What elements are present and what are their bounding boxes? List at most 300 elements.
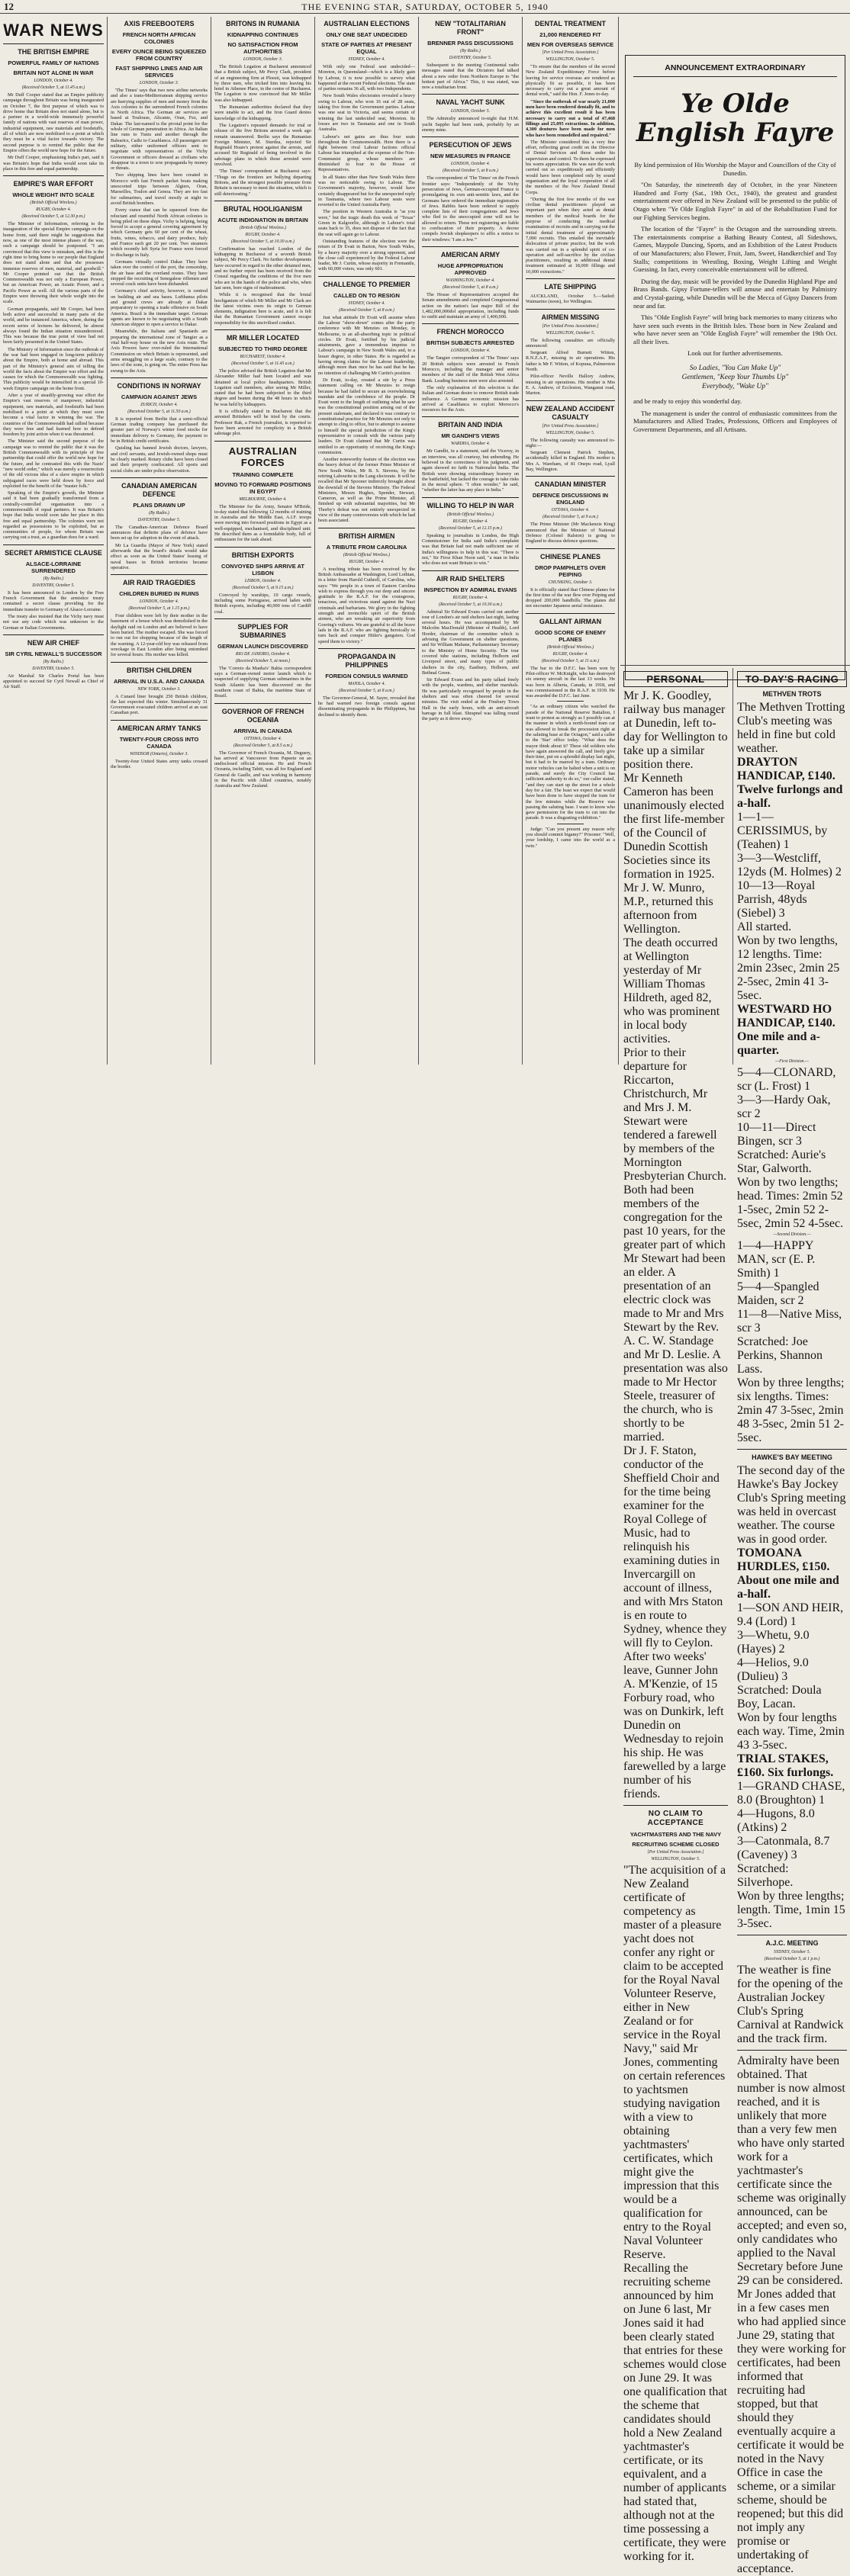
dateline: OTTAWA, October 4. <box>551 508 590 513</box>
dateline: BUCHAREST, October 4. <box>240 354 286 359</box>
article-paragraph: It is reported from Berlin that a semi-official German trading company has purchased the greater part of Norway's winter food stocks for immediate delivery to Germany, the payment to be in British credit certificates. <box>111 416 208 445</box>
divider <box>422 416 519 417</box>
headline: CHALLENGE TO PREMIER <box>323 280 411 288</box>
dateline: DAVENTRY, October 5. <box>32 666 75 671</box>
dateline: RUGBY, October 4. <box>452 595 488 600</box>
article-paragraph: Labour's net gains are thus four seats throughout the Commonwealth. Here there is a fight between rival Labour factions official Labour has triumphed at the expense of the Non-Communist group, whose members are diminished to four in the House of Representatives. <box>318 133 415 173</box>
divider <box>214 329 311 330</box>
race-result: 10—13—Royal Parrish, 48yds (Siebel) 3 <box>737 879 816 920</box>
headline: SECRET ARMISTICE CLAUSE <box>5 548 102 557</box>
article-paragraph: Four children were left by their mother in the basement of a house which was demolished in the daylight raid on London and are believed to have been buried. The mother escaped. She was forced to run out for shopping because of the length of the warning. A 12-year-old boy was released from wreckage in East London after being entombed for several hours. His mother was killed. <box>111 613 208 658</box>
subheadline: PLANS DRAWN UP <box>133 501 185 509</box>
race-note: Scratched: Doula Boy, Lacan. <box>737 1684 822 1710</box>
dateline: WELLINGTON, October 5. <box>546 330 595 336</box>
race-title: DRAYTON HANDICAP, £140. Twelve furlongs and a-half. <box>737 756 843 810</box>
headline: AMERICAN ARMY TANKS <box>117 724 201 732</box>
subheadline: FOREIGN CONSULS WARNED <box>325 672 408 679</box>
article-paragraph: While it is recognised that the brutal hooliganism of which Mr Miller and Mr Clark are the latest victims owes its origin to German elements, indignation here is acute, and it is felt that the Rumanian Government cannot escape responsibility for this uncivilised conduct. <box>214 292 311 326</box>
article-paragraph: The following casualties are officially announced: <box>526 337 615 348</box>
dateline: LISBON, October 4. <box>244 578 282 583</box>
article-paragraph: The Minister said the second purpose of the campaign was to remind the public that it was the British Commonwealth with its principle of free partnership that could offer the world new hope for the future, and he contrasted this with the Nazis' "new world order," which was merely a resurrection of the old vicious idea of a slave empire in which subjugated races were held down by force and exploited for the benefit of the "master folk." <box>3 438 104 489</box>
article-paragraph: The only explanation of this selection is the Italian and German desire to remove British trade influence. A German economic mission has arrived at Casablanca to exploit Morocco's resources for the Axis. <box>422 384 519 413</box>
headline: CHINESE PLANES <box>539 552 600 560</box>
article-paragraph: Judge: "Can you present any reason why you should commit bigamy?" Prisoner: "Well, your lordship, I came into the world as a twin." <box>526 826 615 849</box>
divider <box>111 574 208 575</box>
dateline: LONDON, October 4. <box>450 162 491 167</box>
section-headline: PERSONAL <box>623 671 728 687</box>
ad-verse <box>633 364 837 391</box>
dateline: CHUNKING, October 3. <box>548 580 593 585</box>
article-paragraph: Meanwhile, the Italians and Spaniards are preparing the international zone of Tangier as a vital half-way house on the new Axis route. The Axis Powers have over-ruled the International Commission on which Britain is represented, and arms smuggling on a large scale, contrary to the laws of the zone, is going on. The entire Press has swung to the Axis. <box>111 329 208 374</box>
article-paragraph: The House of Representatives accepted the Senate amendments and completed Congressional action on the nation's last major Bill of the 1,482,000,000dol appropriation, including funds to outfit and maintain an army of 1,400,000. <box>422 291 519 320</box>
wire-credit: (British Official Wireless.) <box>446 512 494 517</box>
race-note: Won by two lengths, 12 lengths. Time: 2min 23sec, 2min 25 2-5sec, 2min 41 3-5sec. <box>737 934 840 1002</box>
wire-credit: (By Radio.) <box>43 659 64 664</box>
article-paragraph: "Since the outbreak of war nearly 21,000 men have been rendered dentally fit, and to achieve this excellent result it has been necessary to carry out a total of 47,468 fillings and 25,095 extractions. In addition, 4,300 dentures have been made for men who have been remodelled and repaired." <box>526 98 615 138</box>
divider <box>623 1805 728 1806</box>
subheadline: ARRIVAL IN U.S.A. AND CANADA <box>113 677 205 685</box>
dateline: LONDON, October 4. <box>34 79 73 83</box>
racing-paragraph: The Methven Trotting Club's meeting was held in fine but cold weather. <box>737 701 845 755</box>
wire-credit: (British Official Wireless.) <box>343 552 391 557</box>
divider <box>422 246 519 247</box>
headline: NAVAL YACHT SUNK <box>436 98 505 107</box>
race-result: 10—11—Direct Bingen, scr 3 <box>737 1121 816 1148</box>
received-line: (Received October 5, at 12.30 p.m.) <box>21 214 85 220</box>
divider <box>111 720 208 721</box>
article-paragraph: It has been announced in London by the Free French Government that the armistice treaty contained a secret clause providing for the immediate transfer to Germany of Alsace-Lorraine. <box>3 589 104 612</box>
article-paragraph: Pilot-officer Neville Hallory Andrew, missing in air operations. His mother is Mrs E. A. Andrew, of Eccleston, Wanganui road, Marton. <box>526 374 615 397</box>
wire-credit: (By Radio.) <box>43 576 64 581</box>
column-personal <box>620 668 731 2563</box>
wire-credit: (British Official Wireless.) <box>546 644 594 650</box>
received-line: (Received October 5, at 1.15 p.m.) <box>128 606 190 612</box>
ad-verse-line: Everybody, "Wake Up" <box>701 383 769 391</box>
article-paragraph: Convoyed by warships, 10 cargo vessels, including some Portuguese, arrived laden with British exports, including 40,000 tons of Cardiff coal. <box>214 592 311 615</box>
article-paragraph: New South Wales electorates revealed a heavy swing to Labour, who won 16 out of 28 seats, taking five from the Government parties. Labour was one seat in Victoria, and seems certain of winning the last undecided seat, Moreton. Its losses are two in Tasmania and one in South Australia. <box>318 93 415 133</box>
ad-paragraph: This "Olde English Fayre" will bring back memories to many citizens who have seen such events in the British Isles. Those born in New Zealand and who have never seen an "Olde English Fayre" will remember the 19th Oct. all their lives. <box>633 313 837 345</box>
article-paragraph: Recalling the recruiting scheme announced by him on June 6 last, Mr Jones said it had been clearly stated that entries for these schemes would close on June 29. It was one qualification that the scheme that candidates should hold a New Zealand yachtmaster's certificate, or its equivalent, and a number of applicants had stated that, although not at the time possessing a certificate, they were working for it. <box>623 2262 727 2563</box>
article-paragraph: Air Marshal Sir Charles Portal has been appointed to succeed Sir Cyril Newall as Chief of Air Staff. <box>3 673 104 690</box>
dateline: LONDON, October 3. <box>139 81 179 85</box>
headline: GALLANT AIRMAN <box>539 617 602 625</box>
subheadline: TWENTY-FOUR CROSS INTO CANADA <box>119 735 199 750</box>
article-paragraph: 'The Times' correspondent at Bucharest says: "Thugs on the frontiers are bullying departing Britons, and the strongest possible pressure from Britain is necessary to meet the situation, which is still deteriorating." <box>214 169 311 197</box>
headline: AXIS FREEBOOTERS <box>124 20 195 27</box>
article-paragraph: A touching tribute has been received by the British Ambassador at Washington, Lord Lothian, in a letter from Harold Cuthrell, of Carolina, who says: "We people in a town of Eastern Carolina wish to express through you our deep and sincere gratitude to the R.A.F. for the courageous, tenacious, and victorious stand against the Nazi criminals and barbarians. We glory in the fighting strength and invincible spirit of the British airmen, who are wreaking air superiority from Goering's vultures. We are grateful to all the brave lads in the R.A.F. who are fighting heroically to turn back and conquer Hitler's gangsters. God speed them to victory." <box>318 566 415 644</box>
subheadline: STATE OF PARTIES AT PRESENT EQUAL <box>321 41 412 55</box>
fayre-title-line-1: Ye Olde <box>681 88 790 119</box>
divider <box>422 570 519 571</box>
headline: AMERICAN ARMY <box>440 250 501 259</box>
column-totalitarian <box>419 17 522 1065</box>
received-line: (Received October 5, at 9.15 a.m.) <box>232 585 294 590</box>
article-paragraph: Every ounce that can be squeezed from the reluctant and resentful North African colonies is being piled on these ships. Vichy is helping, being forced to accept a general covering agreement by which Germany gets 60 per cent of the wheat, fruits, wines, tobacco, and dairy produce, Italy and France each get 20 per cent. Two steamers which recently left Syria for France were forced to discharge in Italy. <box>111 207 208 258</box>
headline: CANADIAN AMERICAN DEFENCE <box>121 481 197 498</box>
advertisement-box <box>625 55 845 680</box>
ad-verse-line: So Ladies, "You Can Make Up" <box>689 365 781 373</box>
race-note: All started. <box>737 920 792 933</box>
divider <box>526 613 615 614</box>
column-war-news <box>0 17 107 1065</box>
race-result: 5—4—Spangled Maiden, scr 2 <box>737 1280 819 1307</box>
subheadline: DEFENCE DISCUSSIONS IN ENGLAND <box>532 492 609 506</box>
divider <box>526 476 615 477</box>
subheadline: NEW MEASURES IN FRANCE <box>430 153 510 160</box>
article-paragraph: The Minister of Information, referring to the inauguration of the special Empire campaign on the home front, said there might be suggestions that now, as one of the most intense phases of the war, such a campaign should be postponed. "I am convinced that this view is mistaken, and this is the right time to bring home to our people that England does not stand alone and that she possesses immense reserves of men, material, and goodwill." Mr Cooper pointed out that the British Commonwealth was not only a European Power, but an American Power, an Asiatic Power, and a Pacific Power as well. All the various parts of the Empire were throwing their whole weight into the scale. <box>3 221 104 305</box>
headline: CANADIAN MINISTER <box>534 480 607 489</box>
wire-credit: [Per United Press Association.] <box>542 423 599 429</box>
dateline: WARDHA, October 4. <box>450 442 491 447</box>
article-paragraph: The position in Western Australia is "as you were," but the tragic death this week of "Texas" Green in Kalgoorlie, although in Labour's total seats back to 35, does not dispose of the fact that the seat will again go to Labour. <box>318 209 415 237</box>
article-paragraph: Just what attitude Dr Evatt will assume when the Labour "show-down" comes after the party conference with Mr Menzies on Monday, in Melbourne, is an all-absorbing topic in political circles. Dr Evatt, fortified by his judicial attainments, gave a tremendous impetus to Labour's campaign in New South Wales and, to a lesser degree, in other States. He is regarded as having strong claims for the Labour leadership, although more than once he has said that he has no intention of challenging Mr Curtin's position. <box>318 314 415 376</box>
dateline: OTTAWA, October 4. <box>243 736 282 741</box>
headline: LATE SHIPPING <box>544 282 597 291</box>
article-paragraph: The Governor of French Oceania, M. Deguery, has arrived at Vancouver from Papeete on an undisclosed official mission. He and French Oceania, including Tahiti, was all for England and General de Gaulle, and was working in harmony in the Pacific with Allied countries, notably Australia and New Zealand. <box>214 750 311 789</box>
dateline: LONDON, October 5. <box>450 109 491 114</box>
article-paragraph: The 'Correio da Manha's' Bahia correspondent says a German-owned motor launch which is suspected of supplying German submarines in the South Atlantic has been discovered on the southern coast of Bahia, the maritime State of Brazil. <box>214 665 311 699</box>
subheadline: ARRIVAL IN CANADA <box>233 727 292 734</box>
article-paragraph: 'The Times' says that two new airline networks and also a trans-Mediterranean shipping service are hurrying supplies of men and money from the Axis colonies to the surrendered French colonies in North Africa. The German air services are based at Toulouse, Alicante, Oran, Fez, and Dakar. The last-named is the pivotal point for the whole of German penetration in Africa. An Italian line runs to Tunis and another through the Balearics, Cadiz to Casablanca. All passengers are military, either uniformed officers sent to negotiate with representatives of the Vichy Government or officers dressed as civilians who disappear in a town to sow propaganda by money or threats. <box>111 88 208 172</box>
race-note: Won by two lengths; head. Times: 2min 52 1-5sec, 2min 52 2-5sec, 2min 52 4-5sec. <box>737 1176 844 1230</box>
headline: SUPPLIES FOR SUBMARINES <box>237 622 288 639</box>
wire-credit: (By Radio.) <box>149 510 169 516</box>
headline: PROPAGANDA IN PHILIPPINES <box>337 652 396 669</box>
received-line: (Received October 5, at 8 a.m.) <box>339 307 394 313</box>
headline: NEW ZEALAND ACCIDENT CASUALTY <box>526 404 615 421</box>
subheadline: DROP PAMPHLETS OVER PEIPING <box>535 564 606 578</box>
article-paragraph: Mr Gandhi, in a statement, said the Viceroy, in an interview, was all courtesy, but unbending. He believed in the correctness of his judgment, and again showed no faith in Nationalist India. The British were showing extraordinary bravery on the battlefield, but lacked the courage to take risks in the moral sphere. "I often wonder," he said, "whether the latter has any place in India." <box>422 448 519 493</box>
divider <box>737 2050 847 2051</box>
racing-paragraph: The second day of the Hawke's Bay Jockey Club's Spring meeting was held in overcast weather. The course was in good order. <box>737 1464 846 1546</box>
divider <box>3 634 104 635</box>
subheadline: KIDNAPPING CONTINUES <box>227 31 299 38</box>
article-paragraph: With only one Federal seat undecided—Moreton, in Queensland—which is a likely gain by Labour, it is now possible to survey what happened at the recent Federal elections. The state of parties remains 36 all, with two Independents. <box>318 64 415 92</box>
subheadline: ONLY ONE SEAT UNDECIDED <box>326 31 407 38</box>
subheadline: ALSACE-LORRAINE SURRENDERED <box>25 560 82 574</box>
race-note: Scratched: Aurie's Star, Galworth. <box>737 1148 826 1175</box>
article-paragraph: Outstanding features of the election were the return of Dr Evatt in Barton, New South Wales, by a heavy majority over a strong opponent, and the close call experienced by the Federal Labour leader, Mr J. Curtin, whose majority in Fremantle, with 60,000 voters, was only 601. <box>318 238 415 272</box>
race-note: Won by three lengths; length. Time, 1min 15 3-5sec. <box>737 1890 845 1930</box>
race-result: 3—3—Hardy Oak, scr 2 <box>737 1094 831 1120</box>
dateline: RUGBY, October 4. <box>552 651 588 657</box>
article-paragraph: Germany's chief activity, however, is centred on building air and sea bases. Lufthansa pilots and ground crews are already at Dakar preparatory to opening a trade offensive on South America. Brazil is the immediate target. German agents are known to be negotiating with a South American shipper to open a service to Dakar. <box>111 288 208 328</box>
race-division: —Second Division.— <box>773 1232 811 1237</box>
headline: MR MILLER LOCATED <box>226 333 300 342</box>
received-line: (Received October 5, at 8 a.m.) <box>443 169 498 174</box>
subheadline: BRENNER PASS DISCUSSIONS <box>427 40 514 47</box>
wire-credit: [Per United Press Association.] <box>647 1850 704 1855</box>
received-line: (Received October 5, at 12.15 p.m.) <box>439 525 502 531</box>
race-note: Won by three lengths; six lengths. Times: 2min 47 3-5sec, 2min 48 3-5sec, 2min 51 2-5sec. <box>737 1376 845 1444</box>
ad-headline: ANNOUNCEMENT EXTRAORDINARY <box>633 63 837 77</box>
headline: BRITISH AIRMEN <box>338 532 395 540</box>
article-paragraph: The following casualty was announced to-night:— <box>526 437 615 448</box>
article-paragraph: Sergeant Alfred Burnett Witton, R.N.Z.A.F., missing in air operations. His father is Mr F. Witton, of Kopuna, Palmerston North. <box>526 350 615 373</box>
received-line: (Received October 5, at 11.50 a.m.) <box>127 409 191 414</box>
ad-paragraph: The location of the "Fayre" is the Octagon and the surrounding streets. The entertainments comprise a Bathing Beauty Contest, all Sideshows, Games, Maypole Dancing, Sports, and an Exhibition of the Latest Products of our Manufacturers; also Flower, Fruit, Jam, Sweet, Handkerchief and Toy Stalls; competitions in Wrestling, Boxing, Weight Lifting and Weight Guessing. In fact, every conceivable entertainment will be offered. <box>633 225 837 274</box>
divider <box>3 175 104 176</box>
dateline: SYDNEY, October 5. <box>773 1950 811 1954</box>
subheadline: CALLED ON TO RESIGN <box>333 291 400 299</box>
article-paragraph: The bar to the D.F.C. has been won by Pilot-officer W. McKnight, who has destroyed six enemy aircraft in the last 13 weeks. He was born in Alberta, Canada, in 1918, and was commissioned in the R.A.F. in 1939. He was awarded the D.F.C. last June. <box>526 665 615 699</box>
article-paragraph: Mr La Guardia (Mayor of New York) stated afterwards that the board's details would take effect as soon as the United States' leasing of naval bases in British territories became operative. <box>111 542 208 570</box>
article-paragraph: Speaking of the Empire's growth, the Minister said it had been gradually transformed from a centrally-controlled organisation into a commonwealth of equal partners. It was Britain's hope that India would soon take her place in this free and equal partnership. The colonies were not regarded as possessions to be exploited, but as communities of people, for whom Britain was carrying out a trust, as a guardian does for a ward. <box>3 490 104 541</box>
subheadline: SIR CYRIL NEWALL'S SUCCESSOR <box>5 650 102 657</box>
article-paragraph: Sir Edward Evans and his party talked freely with the people, wardens, and shelter marshals. He was particularly recognised by people in the shelters and was often cheered for several minutes. The visit ended at the Finsbury Town Hall in the early hours, with an anti-aircraft barrage in full blast. Shrapnel was falling round the party as it drove away. <box>422 677 519 722</box>
headline: FRENCH MOROCCO <box>436 328 504 336</box>
divider <box>557 701 584 702</box>
race-title: WESTWARD HO HANDICAP, £140. One mile and a-quarter. <box>737 1003 836 1057</box>
section-headline: TO-DAY'S RACING <box>737 671 847 687</box>
dateline: SYDNEY, October 4. <box>348 57 385 62</box>
race-title: TRIAL STAKES, £160. Six furlongs. <box>737 1752 834 1779</box>
dateline: WASHINGTON, October 4. <box>446 278 495 283</box>
dateline: DAVENTRY, October 5. <box>32 583 75 588</box>
subheadline: MR GANDHI'S VIEWS <box>441 432 500 440</box>
article-paragraph: Another noteworthy feature of the election was the heavy defeat of the former Prime Minister of New South Wales, Mr B. S. Stevens, by the retiring Labourite in the Lang electorate. It will be recalled that Mr Spooner indirectly brought about the downfall of the Stevens Ministry. The Federal Ministers, Messrs Hughes, Spender, Stewart, Cameron, as well as the Prime Minister, all finished up with substantial majorities, but Mr Thorby's defeat was not entirely unexpected in view of the many controversies with which he had been associated. <box>318 457 415 524</box>
dateline: NEW YORK, October 3. <box>137 686 181 692</box>
column-rule <box>732 668 733 1065</box>
race-result: 1—4—HAPPY MAN, scr (E. P. Smith) 1 <box>737 1239 816 1280</box>
subheadline: BRITISH SUBJECTS ARRESTED <box>426 339 515 347</box>
headline: DENTAL TREATMENT <box>535 20 606 27</box>
divider <box>214 547 311 548</box>
headline: AUSTRALIAN FORCES <box>228 445 298 468</box>
race-result: 3—Whetu, 9.0 (Hayes) 2 <box>737 1629 810 1656</box>
race-note: Scratched: Silverhope. <box>737 1862 794 1889</box>
race-result: 1—1—CERISSIMUS, by (Teahen) 1 <box>737 811 828 851</box>
ad-paragraph: By kind permission of His Worship the Mayor and Councillors of the City of Dunedin. <box>634 161 836 177</box>
headline: BRITISH EXPORTS <box>231 551 295 559</box>
headline: AIRMEN MISSING <box>541 313 600 321</box>
dateline: RUGBY, October 4. <box>36 207 71 213</box>
divider <box>214 441 311 442</box>
article-paragraph: The Legation's repeated demands for trial or release of the five Britons arrested a week ago remain unanswered. Berlin says the Rumanian Foreign Minister, M. Sturdza, rejected Sir Reginald Hoare's protest against the arrests, and accused Sir Reginald of being involved in the sabotage plans in which those arrested were involved. <box>214 122 311 168</box>
received-line: (Received October 5, at 10.30 a.m.) <box>231 239 295 244</box>
article-paragraph: The Tangier correspondent of 'The Times' says 20 British subjects were arrested in French Morocco, including the manager and senior members of the staff of the British West Africa Bank. Leading business men were also arrested. <box>422 355 519 384</box>
received-line: (Received October 5, at 11 a.m.) <box>541 658 600 663</box>
column-racing <box>734 668 850 2575</box>
article-paragraph: A Cunard liner brought 250 British children, the last expected this winter. Simultaneously 31 Government evacuated children arrived at an east Canadian port. <box>111 693 208 716</box>
article-paragraph: In all States other than New South Wales there was no noticeable swing to Labour. The Government's majority, however, would have certainly disappeared but for the unexpected reply in Tasmania, where two Labour seats were reverted to the United Australia Party. <box>318 174 415 208</box>
dateline: DAVENTRY, October 5. <box>137 517 181 522</box>
divider <box>3 43 104 44</box>
received-line: (Received October 5, at noon.) <box>235 658 291 663</box>
received-line: (Received October 5, at 8.5 a.m.) <box>233 743 293 748</box>
subheadline: CONVOYED SHIPS ARRIVE AT LISBON <box>221 562 304 577</box>
wire-credit: (By Radio.) <box>460 49 481 53</box>
article-paragraph: Mr Jones added that in a few cases men who had applied since June 29, stating that they were working for certificates, had been informed that recruiting had stopped, but that should they eventually acquire a certificate it would be noted in the Navy Office in case the scheme, or a similar scheme, should be reopened; but this did not imply any promise or undertaking of acceptance. <box>737 2288 846 2575</box>
subheadline: BRITAIN NOT ALONE IN WAR <box>13 69 94 76</box>
divider <box>111 377 208 378</box>
dateline: LONDON, October 4. <box>450 348 491 354</box>
divider <box>214 618 311 619</box>
headline: NEW AIR CHIEF <box>27 638 80 647</box>
headline: AIR RAID SHELTERS <box>436 574 505 583</box>
dateline: WINDSOR (Ontario), October 3. <box>130 751 188 756</box>
race-result: 11—8—Native Miss, scr 3 <box>737 1308 842 1335</box>
headline: BRUTAL HOOLIGANISM <box>223 204 303 213</box>
racing-paragraph: The weather is fine for the opening of the Australian Jockey Club's Spring Carnival at Randwick and the track firm. <box>737 1964 844 2045</box>
divider <box>214 703 311 704</box>
article-paragraph: Sergeant Clement Patrick Stephen, accidentally killed in England. His mother is Mrs A. Wareham, of 81 Onepu road, Lyall Bay, Wellington. <box>526 450 615 473</box>
wire-credit: (British Official Wireless.) <box>30 201 77 206</box>
divider <box>737 1449 847 1450</box>
personal-paragraph: Dr J. F. Staton, conductor of the Sheffield Choir and for the time being examiner for the Royal College of Music, had to relinquish his examining duties in Invercargill on account of illness, and with Mrs Staton is en route to Sydney, whence they will fly to Ceylon. <box>623 1444 727 1649</box>
subheadline: GERMAN LAUNCH DISCOVERED <box>217 642 308 650</box>
article-paragraph: "As an ordinary citizen who watched the parade of the National Reserve Battalion, I want to protest as strongly as I possibly can at the manner in which a north-bound tram car was allowed to break the procession right at the saluting base at the Octagon," said a caller to the 'Star' office today. "What does the mayor think about it? These old soldiers who have again answered the call, and freely give their time, put on a splendid display last night, but it had to be marred by a tram. Ordinary motor vehicles can be halted when a unit is on parade, and surely the City Council has sufficient authority to do so," our caller stated, "and they can start up the street for a whole day for a fair. The least we expect that would have been done to have stopped the tram for the few minutes while the Reserve was passing the saluting base. I want to know who gave permission for the tram to cut into the parade. It was a disgusting exhibition." <box>526 704 615 821</box>
article-paragraph: "During the first few months of the war civilian dental practitioners played an important part when they acted as dental members of the medical boards for the purpose of conducting the medical examination of recruits and in carrying out the initial dental treatment of approximately 7,000 recruits. This entailed the inevitable dislocation of private practice, but the work was carried out in a splendid spirit of co-operation and self-sacrifice by the civilian practitioners, resulting in additional dental treatment estimated at 18,000 fillings and 10,000 extractions." <box>526 196 615 275</box>
newspaper-title: THE EVENING STAR, SATURDAY, OCTOBER 5, 1940 <box>301 2 549 12</box>
subheadline: RECRUITING SCHEME CLOSED <box>632 1841 720 1848</box>
article-paragraph: The Canadian-American Defence Board announces that definite plans of defence have been set up for adoption in the event of attack. <box>111 524 208 541</box>
subheadline: ACUTE INDIGNATION IN BRITAIN <box>217 216 308 223</box>
race-note: Scratched: Joe Perkins, Shannon Lass. <box>737 1335 823 1376</box>
ad-paragraph: The management is under the control of enthusiastic committees from the Manufacturers and Allied Trades, Professions, Officers and Employees of Government Departments, and all Artisans. <box>633 409 837 433</box>
divider <box>318 276 415 277</box>
article-paragraph: The Rumanian authorities declared that they were unable to act, and the Iron Guard denies knowledge of the kidnapping. <box>214 104 311 121</box>
race-result: 5—4—CLONARD, scr (L. Frost) 1 <box>737 1066 836 1093</box>
personal-paragraph: The death occurred at Wellington yesterday of Mr William Thomas Hildreth, aged 82, who was prominent in local body activities. <box>623 936 720 1045</box>
article-paragraph: The correspondent of 'The Times' on the French frontier says: "Independently of the Vichy persecution of Jews, German-occupied France is promulgating its own anti-semitic laws, and the Germans have ordered the immediate registration of Jews. Rabbis have been ordered to supply complete lists of their congregations and Jews who fled to the unoccupied zone will not be allowed to return. These not registering are liable to confiscation of their property. A decree compels Jewish shopkeepers to affix a notice to their windows: 'I am a Jew.'" <box>422 175 519 243</box>
ad-paragraph: During the day, music will be provided by the Dunedin Highland Pipe and Brass Bands. Gipsy Fortune-tellers will amuse and entertain by Palmistry and Crystal-gazing, while Dunedin will be the Mecca of Gipsy Dancers from near and far. <box>633 277 837 310</box>
fayre-title <box>633 89 837 147</box>
headline: GOVERNOR OF FRENCH OCEANIA <box>221 707 304 724</box>
dateline: MANILA, October 4. <box>348 681 385 686</box>
dateline: WELLINGTON, October 5. <box>546 57 595 62</box>
article-paragraph: The Prime Minister (Mr Mackenzie King) announced that the Minister of National Defence (Colonel Ralston) is going to England to discuss defence questions. <box>526 522 615 544</box>
headline: NEW "TOTALITARIAN FRONT" <box>435 20 506 36</box>
article-paragraph: The Minister considered this a very fine effort, reflecting great credit on the Director of Dental Services and those under his supervision and control. To them he expressed his warm appreciation. He was sure the work carried out so expeditiously and efficiently would have been completed only by sound organisation and the loyal cooperation of all the members of the New Zealand Dental Corps. <box>526 139 615 195</box>
race-result: 3—3—Westcliff, 12yds (M. Holmes) 2 <box>737 852 842 878</box>
article-paragraph: "The acquisition of a New Zealand certificate of competency as master of a pleasure yacht does not confer any right or claim to be accepted for the Royal Naval Volunteer Reserve, either in New Zealand or for service in the Royal Navy," said Mr Jones, commenting on certain references to yachtsmen studying navigation with a view to obtaining yachtmasters' certificates, which might give the impression that this would be a qualification for entry to the Royal Naval Volunteer Reserve. <box>623 1864 726 2261</box>
article-paragraph: The Ministry of Information since the outbreak of the war had been engaged in long-term publicity about the Empire, both at home and abroad. This part of the Ministry's general aim of telling the world the facts about the Empire war effort and the causes for which the Commonwealth was fighting. This publicity would be intensified in a special 10-week Empire campaign on the home front. <box>3 346 104 391</box>
divider <box>111 662 208 663</box>
personal-paragraph: Prior to their departure for Riccarton, Christchurch, Mr and Mrs J. M. Stewart were tendered a farewell by members of the Mornington Presbyterian Church. Both had been members of the congregation for the past 10 years, for the greater part of which Mr Stewart had been an elder. A presentation of an electric clock was made to Mr and Mrs Stewart by the Rev. A. C. W. Standage and Mr D. Leslie. A presentation was also made to Mr Hector Steele, treasurer of the church, who is shortly to be married. <box>623 1046 728 1444</box>
received-line: (Received October 5, at 11.45 a.m.) <box>231 361 295 366</box>
subheadline: WHOLE WEIGHT INTO SCALE <box>12 191 95 199</box>
personal-paragraph: Mr Kenneth Cameron has been unanimously elected the first life-member of the Council of Dunedin Scottish Societies since its formation in 1925. <box>623 772 725 881</box>
dateline: ZURICH, October 4. <box>140 402 178 407</box>
column-rumania <box>211 17 314 1065</box>
race-result: 3—Catonmala, 8.7 (Caveney) 3 <box>737 1835 830 1861</box>
section-title: WAR NEWS <box>3 21 104 40</box>
headline: BRITAIN AND INDIA <box>438 421 503 429</box>
column-dental <box>523 17 618 1065</box>
article-paragraph: Germans virtually control Dakar. They have taken over the control of the port, the censorship, the air base and the overland routes. They have stopped the recruiting of Senegalese riflemen and several crack units have been disbanded. <box>111 259 208 287</box>
ad-paragraph: Look out for further advertisements. <box>687 349 783 358</box>
article-paragraph: Admiral Sir Edward Evans carried out another tour of London's air raid shelters last night, lasting several hours. He was accompanied by Mr Malcolm MacDonald (Minister of Health), Lord Horder, chairman of the committee which is advising the Government on shelter questions, and Sir William Mabane, Parliamentary Secretary to the Ministry of Home Security. The tour covered tube stations, including Holborn and Liverpool street, and many types of public shelters in the city, Eastbury, Holborn, and Bethnal Green. <box>422 609 519 676</box>
subheadline: SUBJECTED TO THIRD DEGREE <box>218 345 307 352</box>
received-line: (Received October 5, at 9 a.m.) <box>543 515 598 520</box>
divider <box>422 94 519 95</box>
subheadline: CAMPAIGN AGAINST JEWS <box>121 393 198 400</box>
divider <box>3 544 104 545</box>
column-australia <box>315 17 418 1065</box>
dateline: RUGBY, October 4. <box>349 559 385 564</box>
article-paragraph: The Minister for the Army, Senator M'Bride, to-day stated that following 12 months of training in Australia and the Middle East, A.I.F. troops were moving into forward positions in Egypt as a well-equipped, mechanised, and disciplined unit. He described them as a formidable body, full of enthusiasm for the task ahead. <box>214 503 311 543</box>
subheadline: A TRIBUTE FROM CAROLINA <box>326 543 407 551</box>
race-division: —First Division.— <box>774 1059 810 1064</box>
article-paragraph: Quisling has banned Jewish doctors, lawyers, and civil servants, and Jewish-owned shops must be clearly marked. Rotary clubs have been closed and their property confiscated. All sports and social clubs are under police observation. <box>111 445 208 474</box>
column-axis <box>108 17 211 1065</box>
article-paragraph: The Governor-General, M. Sayre, revealed that he had warned two foreign consuls against disseminating propaganda in the Philippines, but declined to identify them. <box>318 695 415 718</box>
article-paragraph: After a year of steadily-growing war effort the Empire's vast reserves of manpower, industrial equipment, raw materials, and foodstuffs had been mobilised to a point at which they must soon become a vital factor in winning the war. The countries of the Commonwealth had rallied because they were free and had learned how to defend freedom by joint action when it was threatened. <box>3 393 104 438</box>
ad-paragraph: and be ready to enjoy this wonderful day. <box>633 397 742 406</box>
received-line: (Received October 5, at 1 p.m.) <box>764 1957 820 1961</box>
dateline: RUGBY, October 4. <box>245 232 281 237</box>
divider <box>526 278 615 279</box>
article-paragraph: It is officially stated in Bucharest that the arrested Britishers will be tried by the courts. Professor Rak, a French journalist, is reported to have been arrested for complicity in a British sabotage plot. <box>214 409 311 437</box>
divider <box>526 548 615 549</box>
subheadline: YACHTMASTERS AND THE NAVY <box>629 1831 722 1838</box>
article-paragraph: Dr Evatt, to-day, created a stir by a Press statement calling on Mr Menzies to resign because he had failed to secure an overwhelming mandate and the confidence of the people. Dr Evatt went to the length of outlining what he saw was the constitutional position arising out of the present stalemate, and declared it was contrary to constitutional practice for Mr Menzies not only to attempt to cling to office, but to attempt to assume to himself the special jurisdiction of the King's representative to consult with the various party leaders. Dr Evatt claimed that Mr Curtin was entitled to an opportunity of receiving the King's commission. <box>318 377 415 455</box>
dateline: RIO DE JANEIRO, October 4. <box>235 651 291 657</box>
wire-credit: (British Official Wireless.) <box>239 225 287 230</box>
personal-paragraph: Mr J. K. Goodley, railway bus manager at Dunedin, left to-day for Wellington to take up a similar position there. <box>623 689 728 771</box>
dateline: SYDNEY, October 4. <box>348 300 385 306</box>
column-rule <box>618 17 619 1065</box>
received-line: (Received October 5, at 11.45 a.m.) <box>21 85 85 90</box>
headline: EMPIRE'S WAR EFFORT <box>13 180 94 188</box>
headline: AUSTRALIAN ELECTIONS <box>324 20 410 27</box>
headline: BRITONS IN RUMANIA <box>226 20 300 27</box>
subheadline: POWERFUL FAMILY OF NATIONS <box>8 59 99 66</box>
wire-credit: [Per United Press Association.] <box>542 50 599 55</box>
article-paragraph: Two shipping lines have been created in Morocco with fast French packet boats making unescorted trips between Algiers, Oran, Marseilles, Toulon and Genoa. They are too fast for submarines, and travel mostly at night to avoid British bombers. <box>111 172 208 206</box>
subheadline: INSPECTION BY ADMIRAL EVANS <box>423 586 517 593</box>
race-result: 4—Helios, 9.0 (Dulieu) 3 <box>737 1656 809 1683</box>
ad-paragraph: "On Saturday, the nineteenth day of October, in the year Nineteen Hundred and Forty (Sat., 19th Oct., 1940), the greatest and grandest entertainment ever offered in New Zealand will be presented to the public of Otago when "Ye Olde English Fayre" in aid of the Rehabilitation Fund for our Fighting Services begins. <box>633 181 837 221</box>
section-rule <box>620 665 850 666</box>
article-paragraph: The police advised the British Legation that Mr Alexander Miller had been located and was detained at local police headquarters. British Legation staff members, after seeing Mr Miller, stated that he had been subjected to the third degree and beaten during the 48 hours in which he was held by kidnappers. <box>214 368 311 407</box>
subheadline: FAST SHIPPING LINES AND AIR SERVICES <box>115 65 203 79</box>
fayre-title-line-2: English Fayre <box>636 117 835 148</box>
article-paragraph: Admiralty have been obtained. That number is now almost reached, and it is unlikely that more than a very few men who have only started work for a yachtmaster's certificate since the scheme was originally announced, can be accepted; and even so, only candidates who applied to the Naval Secretary before June 29 can be considered. <box>737 2054 847 2287</box>
headline: PERSECUTION OF JEWS <box>429 141 512 149</box>
subheadline: NO SATISFACTION FROM AUTHORITIES <box>227 41 298 55</box>
masthead <box>0 0 850 14</box>
dateline: DAVENTRY, October 5. <box>449 56 492 60</box>
subheadline: TRAINING COMPLETE <box>232 471 294 478</box>
headline: AIR RAID TRAGEDIES <box>122 579 195 587</box>
article-paragraph: "To ensure that the members of the second New Zealand Expeditionary Force before leaving for service overseas are rendered as physically fit as possible, it has been necessary to carry out a great amount of dental work," said the Hon. F. Jones to-day. <box>526 64 615 98</box>
subheadline: 21,000 RENDERED FIT <box>539 31 601 38</box>
subheadline: FRENCH NORTH AFRICAN COLONIES <box>122 31 196 45</box>
article-paragraph: The British Legation at Bucharest announced that a British subject, Mr Percy Clark, president of an engineering firm at Ploesti, was kidnapped by three men, who tricked him into leaving his hotel in Athenee Place, in the centre of Bucharest. The Legation is now convinced that Mr Miller was also kidnapped. <box>214 64 311 103</box>
article-paragraph: It is officially stated that Chinese planes for the first time of the war flew over Peiping and dropped 200,000 handbills. The planes did not encounter Japanese aerial resistance. <box>526 586 615 609</box>
subheadline: EVERY OUNCE BEING SQUEEZED FROM COUNTRY <box>111 48 207 62</box>
divider <box>526 309 615 310</box>
article-paragraph: Subsequent to the meeting Continental radio messages stated that the Dictators had talked about a new order from Northern Europe to "the hottest part of Africa." This, it was stated, was now a totalitarian front. <box>422 63 519 91</box>
divider <box>318 648 415 649</box>
received-line: (Received October 5, at 10.30 a.m.) <box>439 602 502 607</box>
headline: A.J.C. MEETING <box>765 1939 819 1947</box>
divider <box>422 323 519 324</box>
personal-paragraph: Mr J. W. Munro, M.P., returned this afternoon from Wellington. <box>623 882 713 936</box>
headline: NO CLAIM TO ACCEPTANCE <box>647 1810 704 1827</box>
dateline: MELBOURNE, October 4. <box>239 496 287 502</box>
personal-paragraph: After two weeks' leave, Gunner John A. M'Kenzie, of 15 Forbury road, who was on Dunkirk, left Dunedin on Wednesday to rejoin his ship. He was farewelled by a large number of his friends. <box>623 1650 726 1800</box>
article-paragraph: Mr Duff Cooper stated that an Empire publicity campaign throughout Britain was being inaugurated on October 7, the first purpose of which was to drive home that Britain does not stand alone, but is a partner in a world-wide immensely powerful family of nations with vast reserves of man power, industrial equipment, raw materials and foodstuffs, all of which are now mobilised to a point at which they must be a vital factor towards victory. The second purpose is to remind the public that the Empire offers the world new hope for the future. <box>3 92 104 153</box>
race-title: TOMOANA HURDLES, £150. About one mile and a-half. <box>737 1547 839 1601</box>
dateline: WELLINGTON, October 5. <box>651 1857 700 1861</box>
race-result: 4—Hugons, 8.0 (Atkins) 2 <box>737 1807 815 1834</box>
dateline: RUGBY, October 4. <box>452 519 488 524</box>
article-paragraph: Speaking to journalists in London, the High Commissioner for India said India's complaint was that Britain had not made sufficient use of India's willingness to help in this war. "There is not," Sir Firoz Khan Noon said, "a man in India who does not want Britain to win." <box>422 532 519 567</box>
subheadline: MEN FOR OVERSEAS SERVICE <box>526 41 614 48</box>
